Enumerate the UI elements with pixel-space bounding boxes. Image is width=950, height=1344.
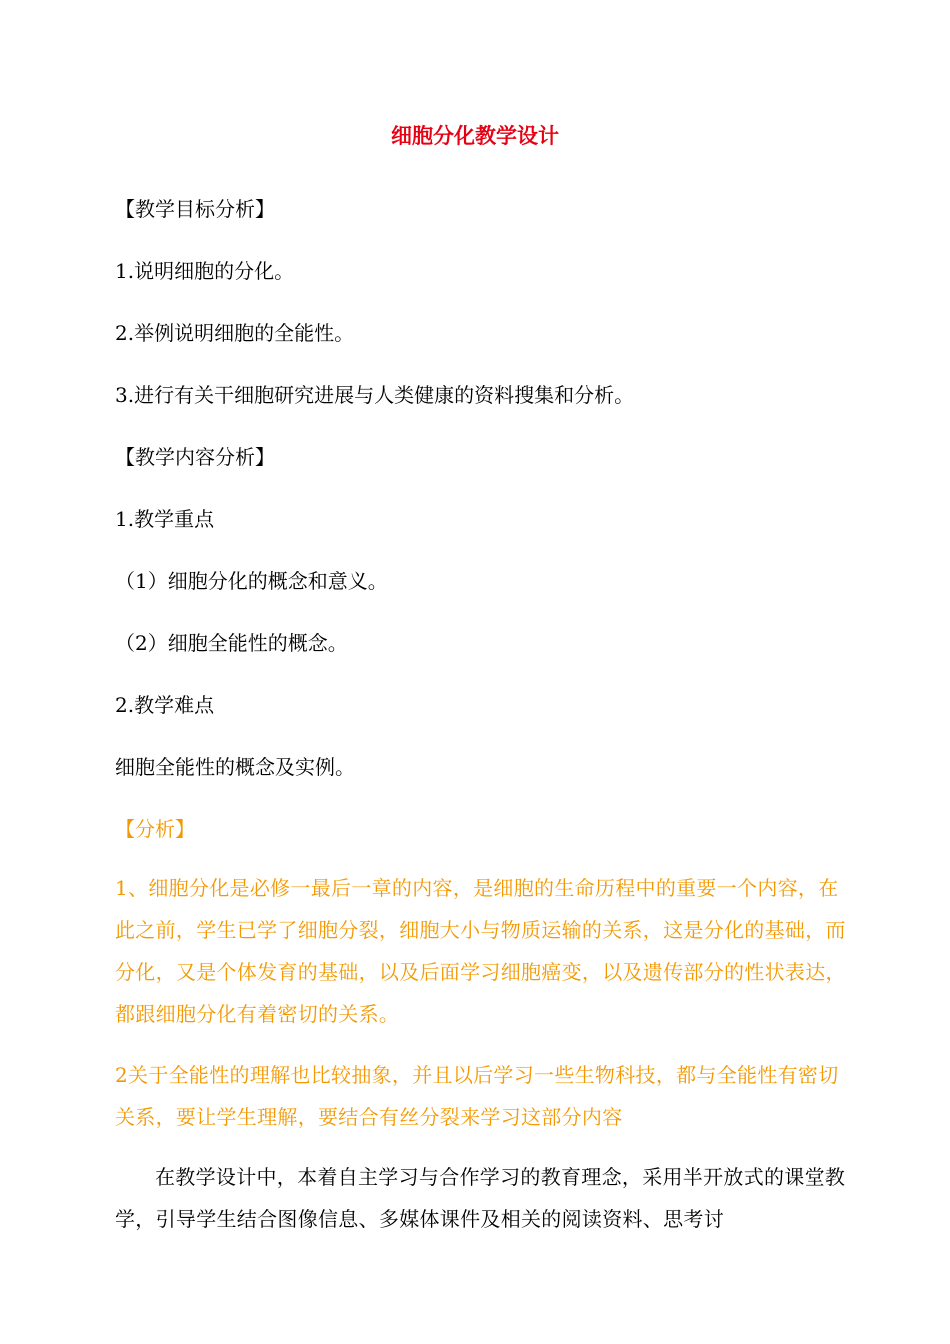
design-paragraph: 在教学设计中，本着自主学习与合作学习的教育理念，采用半开放式的课堂教学，引导学生结合图像信息、多媒体课件及相关的阅读资料、思考讨 bbox=[115, 1165, 846, 1231]
objective-item: 1.说明细胞的分化。 bbox=[115, 259, 295, 283]
difficulty-text: 细胞全能性的概念及实例。 bbox=[115, 755, 355, 779]
page-title: 细胞分化教学设计 bbox=[391, 123, 559, 148]
objectives-heading: 【教学目标分析】 bbox=[115, 197, 275, 221]
objective-item: 3.进行有关干细胞研究进展与人类健康的资料搜集和分析。 bbox=[115, 383, 635, 407]
difficulty-heading: 2.教学难点 bbox=[115, 693, 215, 717]
objective-item: 2.举例说明细胞的全能性。 bbox=[115, 321, 355, 345]
key-point-item: （2）细胞全能性的概念。 bbox=[115, 631, 348, 655]
key-point-item: （1）细胞分化的概念和意义。 bbox=[115, 569, 388, 593]
content-heading: 【教学内容分析】 bbox=[115, 445, 275, 469]
analysis-paragraph-1: 1、细胞分化是必修一最后一章的内容，是细胞的生命历程中的重要一个内容，在此之前，学生已学了细胞分裂，细胞大小与物质运输的关系，这是分化的基础，而分化，又是个体发育的基础，以及后面学习细胞癌变，以及遗传部分的性状表达，都跟细胞分化有着密切的关系。 bbox=[115, 876, 846, 1026]
analysis-heading: 【分析】 bbox=[115, 817, 195, 841]
key-points-heading: 1.教学重点 bbox=[115, 507, 215, 531]
analysis-paragraph-2: 2关于全能性的理解也比较抽象，并且以后学习一些生物科技，都与全能性有密切关系，要让学生理解，要结合有丝分裂来学习这部分内容 bbox=[115, 1063, 839, 1129]
